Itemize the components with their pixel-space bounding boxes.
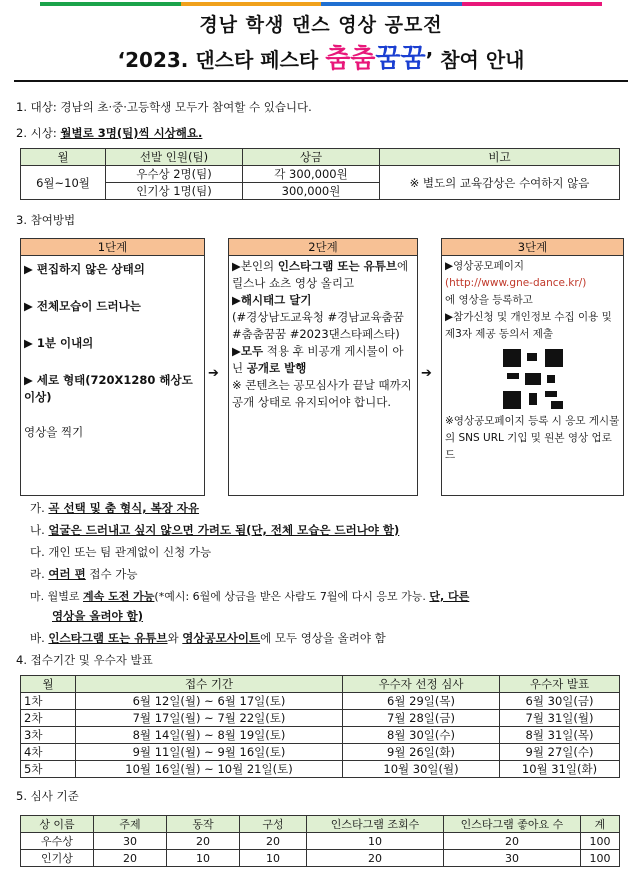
step-line: ▶ 편집하지 않은 상태의 <box>24 262 145 276</box>
table-cell: 인기상 1명(팀) <box>106 183 243 200</box>
step-line: ▶ 1분 이내의 <box>24 336 94 350</box>
arrow-icon: ➔ <box>421 366 432 381</box>
note-ba: 바. 인스타그램 또는 유튜브와 영상공모사이트에 모두 영상을 올려야 함 <box>30 631 386 645</box>
header-cell: 우수자 발표 <box>500 676 620 693</box>
table-row: 3차 8월 14일(월) ~ 8월 19일(토) 8월 30일(수) 8월 31일(목) <box>21 727 620 744</box>
step-line: ▶영상공모페이지 <box>445 260 525 272</box>
step-line: ▶해시태그 달기 <box>232 293 312 307</box>
header-cell: 월 <box>21 676 76 693</box>
title-rule <box>14 80 628 82</box>
note-ga: 가. 곡 선택 및 춤 형식, 복장 자유 <box>30 501 200 515</box>
title-line1: 경남 학생 댄스 영상 공모전 <box>199 14 443 36</box>
section-1 <box>16 99 312 115</box>
bar-blue <box>321 2 462 6</box>
scoring-table <box>20 815 620 867</box>
section-text: 접수기간 및 우수자 발표 <box>30 653 153 667</box>
note-ra: 라. 여러 편 접수 가능 <box>30 567 138 581</box>
title-pre: ‘2023. 댄스타 페스타 <box>117 48 326 72</box>
table-row: 인기상 20 10 10 20 30 100 <box>21 850 620 867</box>
qr-code-icon <box>503 349 563 409</box>
note-na: 나. 얼굴은 드러내고 싶지 않으면 가려도 됨(단, 전체 모습은 드러나야 함) <box>30 523 400 537</box>
step-line: 영상을 찍기 <box>24 425 84 439</box>
header-cell: 동작 <box>167 816 240 833</box>
section-text: 심사 기준 <box>30 789 79 803</box>
table-cell: 각 300,000원 <box>243 166 380 183</box>
section-3 <box>16 212 75 228</box>
step-line: ▶ 세로 형태(720X1280 해상도 이상) <box>24 373 193 404</box>
section-text: 대상: 경남의 초·중·고등학생 모두가 참여할 수 있습니다. <box>30 100 312 114</box>
bar-orange <box>181 2 322 6</box>
section-num: 2. <box>16 126 27 140</box>
note-da: 다. 개인 또는 팀 관계없이 신청 가능 <box>30 545 212 559</box>
bar-pink <box>462 2 603 6</box>
step-line: ▶본인의 인스타그램 또는 유튜브에 릴스나 쇼츠 영상 올리고 <box>232 259 409 290</box>
header-cell: 구성 <box>240 816 307 833</box>
header-cell: 우수자 선정 심사 <box>343 676 500 693</box>
bar-green <box>40 2 181 6</box>
award-table <box>20 148 620 200</box>
header-cell: 주제 <box>94 816 167 833</box>
title-line2 <box>0 38 642 75</box>
step-3-box <box>441 238 624 496</box>
table-row: 4차 9월 11일(월) ~ 9월 16일(토) 9월 26일(화) 9월 27일(수) <box>21 744 620 761</box>
header-cell: 인스타그램 조회수 <box>307 816 444 833</box>
title-word2: 꿈꿈 <box>375 44 426 74</box>
table-row: 우수상 30 20 20 10 20 100 <box>21 833 620 850</box>
section-5 <box>16 788 79 804</box>
arrow-icon: ➔ <box>208 366 219 381</box>
header-cell: 비고 <box>380 149 620 166</box>
table-row: 2차 7월 17일(월) ~ 7월 22일(토) 7월 28일(금) 7월 31일(월) <box>21 710 620 727</box>
section-highlight: 월별로 3명(팀)씩 시상해요. <box>60 126 203 140</box>
step-line: 에 영상을 등록하고 <box>445 294 533 306</box>
header-cell: 인스타그램 좋아요 수 <box>444 816 581 833</box>
step-1-box <box>20 238 205 496</box>
section-4 <box>16 652 153 668</box>
header-cell: 접수 기간 <box>76 676 343 693</box>
section-num: 4. <box>16 653 27 667</box>
section-num: 3. <box>16 213 27 227</box>
note-cell: ※ 별도의 교육감상은 수여하지 않음 <box>380 166 620 200</box>
color-bar <box>40 2 602 6</box>
step-2-box <box>228 238 418 496</box>
title-word1: 춤춤 <box>325 44 376 74</box>
table-cell: 300,000원 <box>243 183 380 200</box>
step-line: (#경상남도교육청 #경남교육춤꿈 #춤춤꿈꿈 #2023댄스타페스타) <box>232 310 404 341</box>
table-row: 1차 6월 12일(월) ~ 6월 17일(토) 6월 29일(목) 6월 30일(금) <box>21 693 620 710</box>
section-num: 1. <box>16 100 27 114</box>
step-line: ▶ 전체모습이 드러나는 <box>24 299 141 313</box>
section-text: 시상: <box>30 126 61 140</box>
step-header: 1단계 <box>21 239 204 256</box>
header-cell: 상금 <box>243 149 380 166</box>
section-2 <box>16 125 202 141</box>
schedule-table <box>20 675 620 778</box>
note-ma: 마. 월별로 계속 도전 가능(*예시: 6월에 상금을 받은 사람도 7월에 다시 응모 가능. 단, 다른 <box>30 590 470 603</box>
table-row: 5차 10월 16일(월) ~ 10월 21일(토) 10월 30일(월) 10월 31일(화) <box>21 761 620 778</box>
header-cell: 선발 인원(팀) <box>106 149 243 166</box>
header-cell: 상 이름 <box>21 816 94 833</box>
step-line: ※ 콘텐츠는 공모심사가 끝날 때까지 공개 상태로 유지되어야 합니다. <box>232 378 412 409</box>
step-line: ▶모두 적용 후 비공개 게시물이 아닌 공개로 발행 <box>232 344 404 375</box>
note-ma-line2: 영상을 올려야 함) <box>52 609 144 623</box>
section-text: 참여방법 <box>30 213 76 227</box>
step-line: ※영상공모페이지 등록 시 응모 게시물의 SNS URL 기입 및 원본 영상 업로드 <box>445 415 620 461</box>
step-header: 3단계 <box>442 239 623 256</box>
step-header: 2단계 <box>229 239 417 256</box>
step-line: ▶참가신청 및 개인정보 수집 이용 및 제3자 제공 동의서 제출 <box>445 311 612 340</box>
header-cell: 계 <box>581 816 620 833</box>
section-num: 5. <box>16 789 27 803</box>
title-post: ’ 참여 안내 <box>425 48 525 72</box>
header-cell: 월 <box>21 149 106 166</box>
table-cell: 우수상 2명(팀) <box>106 166 243 183</box>
month-cell: 6월~10월 <box>21 166 106 200</box>
site-link[interactable]: (http://www.gne-dance.kr/) <box>445 277 587 289</box>
